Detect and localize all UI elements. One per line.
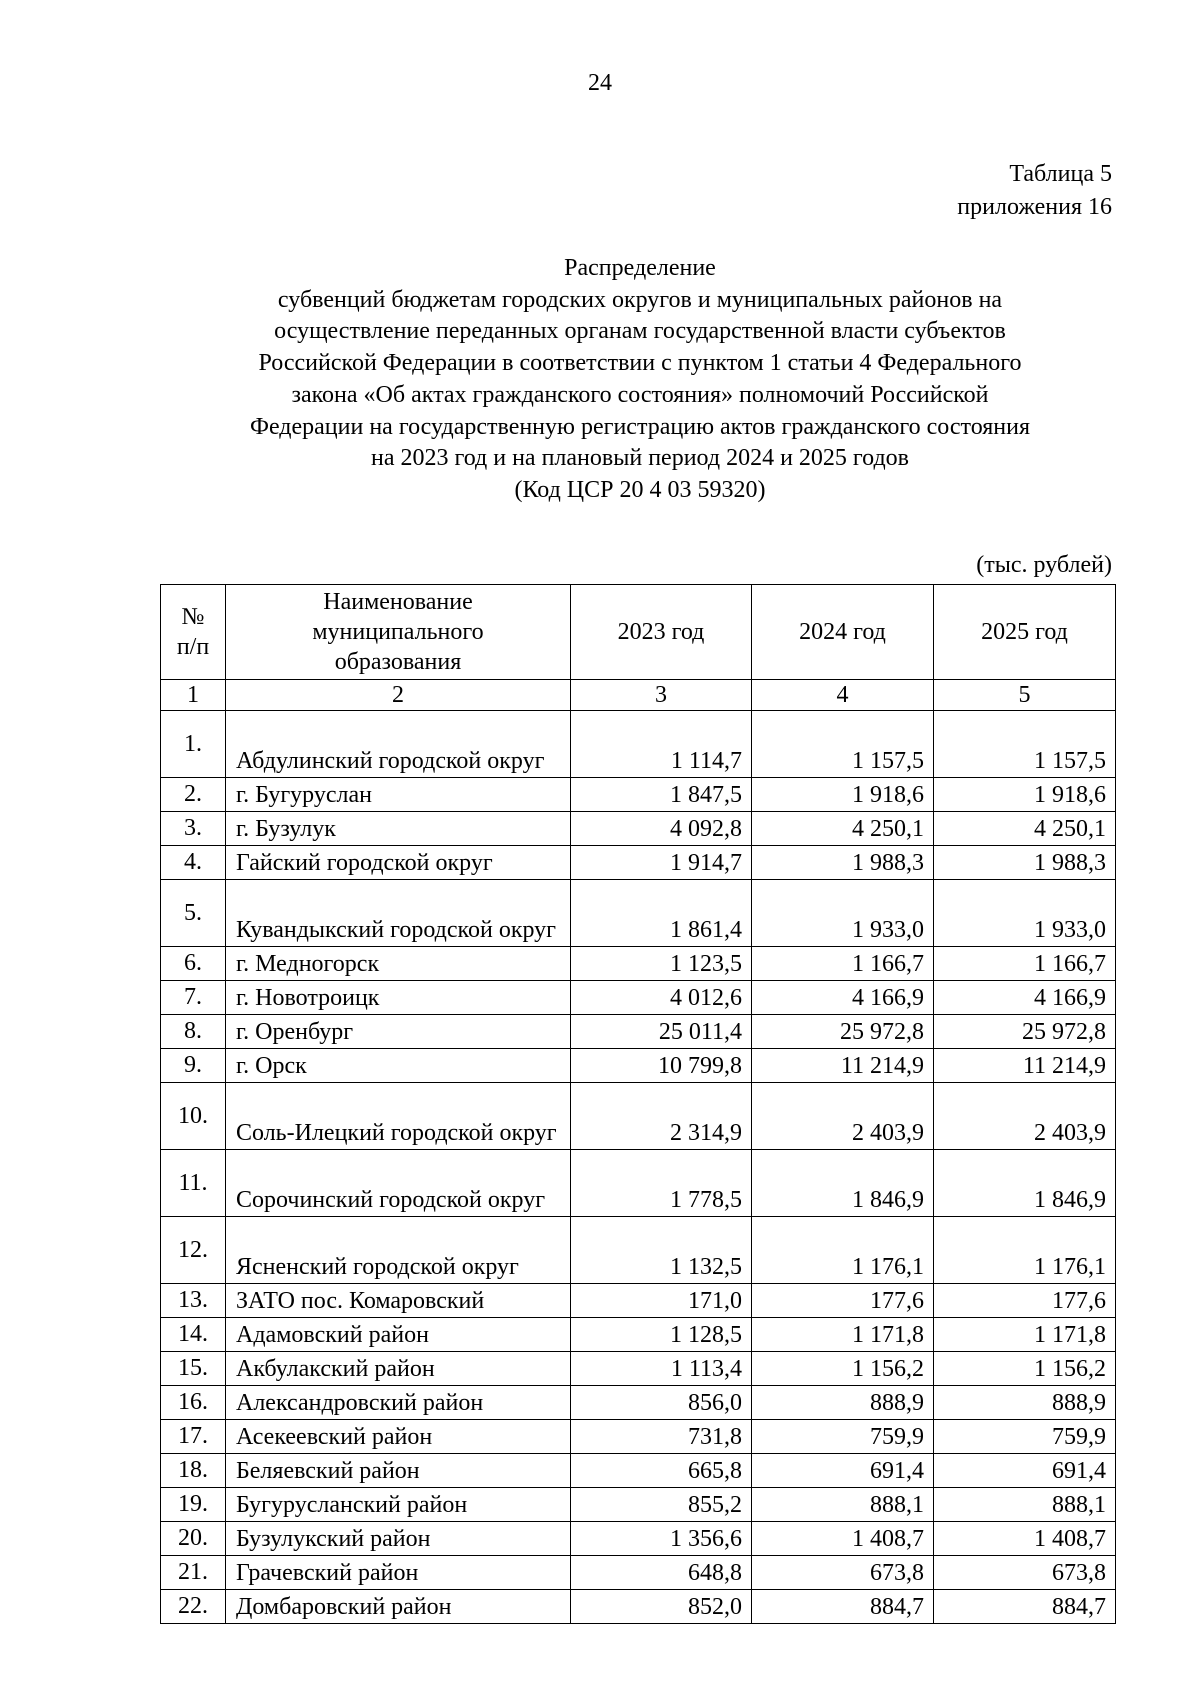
value-2023: 1 356,6 bbox=[571, 1522, 752, 1556]
value-2025: 1 171,8 bbox=[934, 1318, 1116, 1352]
value-2023: 855,2 bbox=[571, 1488, 752, 1522]
subvention-table bbox=[160, 584, 1116, 1624]
value-2025: 759,9 bbox=[934, 1420, 1116, 1454]
table-row bbox=[161, 1556, 1116, 1590]
table-ref-line2: приложения 16 bbox=[957, 194, 1112, 220]
value-2023: 4 012,6 bbox=[571, 981, 752, 1015]
value-2024: 4 250,1 bbox=[752, 812, 934, 846]
header-num-line1: № bbox=[181, 604, 205, 630]
row-number: 12. bbox=[161, 1217, 226, 1284]
header-2024: 2024 год bbox=[752, 585, 934, 680]
value-2024: 1 157,5 bbox=[752, 711, 934, 778]
title-line: субвенций бюджетам городских округов и муниципальных районов на bbox=[277, 286, 1003, 313]
value-2024: 2 403,9 bbox=[752, 1083, 934, 1150]
row-number: 11. bbox=[161, 1150, 226, 1217]
value-2025: 888,9 bbox=[934, 1386, 1116, 1420]
value-2023: 1 861,4 bbox=[571, 880, 752, 947]
header-num bbox=[161, 585, 226, 680]
value-2025: 1 918,6 bbox=[934, 778, 1116, 812]
value-2024: 888,9 bbox=[752, 1386, 934, 1420]
row-number: 14. bbox=[161, 1318, 226, 1352]
value-2023: 1 123,5 bbox=[571, 947, 752, 981]
row-number: 2. bbox=[161, 778, 226, 812]
title-line: закона «Об актах гражданского состояния» полномочий Российской bbox=[291, 381, 989, 408]
row-number: 22. bbox=[161, 1590, 226, 1624]
table-row bbox=[161, 1318, 1116, 1352]
municipality-name: Кувандыкский городской округ bbox=[226, 880, 571, 947]
value-2023: 1 113,4 bbox=[571, 1352, 752, 1386]
header-name bbox=[226, 585, 571, 680]
municipality-name: г. Медногорск bbox=[226, 947, 571, 981]
municipality-name: Асекеевский район bbox=[226, 1420, 571, 1454]
table-row bbox=[161, 1590, 1116, 1624]
table-row bbox=[161, 1217, 1116, 1284]
row-number: 15. bbox=[161, 1352, 226, 1386]
value-2023: 648,8 bbox=[571, 1556, 752, 1590]
column-number: 5 bbox=[934, 680, 1116, 711]
row-number: 8. bbox=[161, 1015, 226, 1049]
value-2025: 1 988,3 bbox=[934, 846, 1116, 880]
value-2025: 1 166,7 bbox=[934, 947, 1116, 981]
header-name-line2: муниципального bbox=[312, 619, 484, 645]
table-row bbox=[161, 846, 1116, 880]
units-label: (тыс. рублей) bbox=[976, 552, 1112, 578]
table-row bbox=[161, 1386, 1116, 1420]
header-row bbox=[161, 585, 1116, 680]
table-row bbox=[161, 1284, 1116, 1318]
municipality-name: ЗАТО пос. Комаровский bbox=[226, 1284, 571, 1318]
value-2023: 1 778,5 bbox=[571, 1150, 752, 1217]
value-2023: 1 914,7 bbox=[571, 846, 752, 880]
value-2024: 884,7 bbox=[752, 1590, 934, 1624]
municipality-name: Акбулакский район bbox=[226, 1352, 571, 1386]
title-line: Российской Федерации в соответствии с пунктом 1 статьи 4 Федерального bbox=[258, 350, 1022, 377]
column-number-row bbox=[161, 680, 1116, 711]
value-2024: 1 918,6 bbox=[752, 778, 934, 812]
table-row bbox=[161, 1420, 1116, 1454]
municipality-name: г. Орск bbox=[226, 1049, 571, 1083]
value-2024: 1 166,7 bbox=[752, 947, 934, 981]
table-row bbox=[161, 1352, 1116, 1386]
table-row bbox=[161, 1015, 1116, 1049]
row-number: 1. bbox=[161, 711, 226, 778]
municipality-name: г. Бузулук bbox=[226, 812, 571, 846]
value-2025: 1 176,1 bbox=[934, 1217, 1116, 1284]
table-row bbox=[161, 778, 1116, 812]
value-2025: 2 403,9 bbox=[934, 1083, 1116, 1150]
row-number: 19. bbox=[161, 1488, 226, 1522]
municipality-name: Бугурусланский район bbox=[226, 1488, 571, 1522]
table-row bbox=[161, 1150, 1116, 1217]
value-2023: 1 132,5 bbox=[571, 1217, 752, 1284]
municipality-name: Домбаровский район bbox=[226, 1590, 571, 1624]
value-2023: 171,0 bbox=[571, 1284, 752, 1318]
value-2024: 759,9 bbox=[752, 1420, 934, 1454]
row-number: 6. bbox=[161, 947, 226, 981]
municipality-name: г. Оренбург bbox=[226, 1015, 571, 1049]
value-2025: 888,1 bbox=[934, 1488, 1116, 1522]
column-number: 2 bbox=[226, 680, 571, 711]
row-number: 18. bbox=[161, 1454, 226, 1488]
row-number: 7. bbox=[161, 981, 226, 1015]
header-name-line1: Наименование bbox=[323, 589, 473, 615]
header-num-line2: п/п bbox=[176, 634, 210, 660]
municipality-name: Александровский район bbox=[226, 1386, 571, 1420]
value-2024: 1 988,3 bbox=[752, 846, 934, 880]
value-2025: 1 408,7 bbox=[934, 1522, 1116, 1556]
document-title bbox=[165, 253, 1115, 507]
value-2023: 1 847,5 bbox=[571, 778, 752, 812]
value-2025: 4 166,9 bbox=[934, 981, 1116, 1015]
value-2024: 888,1 bbox=[752, 1488, 934, 1522]
municipality-name: Ясненский городской округ bbox=[226, 1217, 571, 1284]
row-number: 5. bbox=[161, 880, 226, 947]
table-row bbox=[161, 981, 1116, 1015]
value-2023: 4 092,8 bbox=[571, 812, 752, 846]
value-2024: 673,8 bbox=[752, 1556, 934, 1590]
table-row bbox=[161, 1522, 1116, 1556]
municipality-name: Бузулукский район bbox=[226, 1522, 571, 1556]
title-line: Федерации на государственную регистрацию актов гражданского состояния bbox=[249, 413, 1031, 440]
table-row bbox=[161, 1049, 1116, 1083]
value-2025: 4 250,1 bbox=[934, 812, 1116, 846]
row-number: 4. bbox=[161, 846, 226, 880]
value-2024: 1 846,9 bbox=[752, 1150, 934, 1217]
title-heading: Распределение bbox=[564, 255, 716, 281]
table-row bbox=[161, 812, 1116, 846]
value-2025: 1 156,2 bbox=[934, 1352, 1116, 1386]
municipality-name: Грачевский район bbox=[226, 1556, 571, 1590]
municipality-name: г. Новотроицк bbox=[226, 981, 571, 1015]
table-reference bbox=[957, 158, 1112, 224]
row-number: 21. bbox=[161, 1556, 226, 1590]
header-name-line3: образования bbox=[334, 649, 462, 675]
row-number: 16. bbox=[161, 1386, 226, 1420]
value-2024: 691,4 bbox=[752, 1454, 934, 1488]
column-number: 4 bbox=[752, 680, 934, 711]
municipality-name: Гайский городской округ bbox=[226, 846, 571, 880]
value-2023: 852,0 bbox=[571, 1590, 752, 1624]
column-number: 1 bbox=[161, 680, 226, 711]
municipality-name: Беляевский район bbox=[226, 1454, 571, 1488]
row-number: 13. bbox=[161, 1284, 226, 1318]
value-2025: 11 214,9 bbox=[934, 1049, 1116, 1083]
value-2023: 1 128,5 bbox=[571, 1318, 752, 1352]
value-2023: 25 011,4 bbox=[571, 1015, 752, 1049]
value-2023: 10 799,8 bbox=[571, 1049, 752, 1083]
value-2024: 25 972,8 bbox=[752, 1015, 934, 1049]
value-2024: 4 166,9 bbox=[752, 981, 934, 1015]
table-row bbox=[161, 880, 1116, 947]
value-2023: 1 114,7 bbox=[571, 711, 752, 778]
value-2024: 1 156,2 bbox=[752, 1352, 934, 1386]
value-2025: 1 933,0 bbox=[934, 880, 1116, 947]
value-2025: 1 846,9 bbox=[934, 1150, 1116, 1217]
value-2025: 884,7 bbox=[934, 1590, 1116, 1624]
row-number: 9. bbox=[161, 1049, 226, 1083]
page-number: 24 bbox=[588, 70, 612, 96]
table-row bbox=[161, 947, 1116, 981]
value-2024: 1 408,7 bbox=[752, 1522, 934, 1556]
title-line: (Код ЦСР 20 4 03 59320) bbox=[514, 476, 766, 503]
value-2025: 691,4 bbox=[934, 1454, 1116, 1488]
value-2024: 1 176,1 bbox=[752, 1217, 934, 1284]
value-2023: 731,8 bbox=[571, 1420, 752, 1454]
municipality-name: Абдулинский городской округ bbox=[226, 711, 571, 778]
municipality-name: Сорочинский городской округ bbox=[226, 1150, 571, 1217]
value-2023: 2 314,9 bbox=[571, 1083, 752, 1150]
title-line: осуществление переданных органам государственной власти субъектов bbox=[274, 318, 1006, 345]
municipality-name: Адамовский район bbox=[226, 1318, 571, 1352]
row-number: 17. bbox=[161, 1420, 226, 1454]
row-number: 3. bbox=[161, 812, 226, 846]
value-2024: 177,6 bbox=[752, 1284, 934, 1318]
header-2023: 2023 год bbox=[571, 585, 752, 680]
header-2025: 2025 год bbox=[934, 585, 1116, 680]
value-2025: 1 157,5 bbox=[934, 711, 1116, 778]
value-2024: 1 171,8 bbox=[752, 1318, 934, 1352]
municipality-name: Соль-Илецкий городской округ bbox=[226, 1083, 571, 1150]
table-row bbox=[161, 1488, 1116, 1522]
value-2025: 673,8 bbox=[934, 1556, 1116, 1590]
row-number: 20. bbox=[161, 1522, 226, 1556]
row-number: 10. bbox=[161, 1083, 226, 1150]
municipality-name: г. Бугуруслан bbox=[226, 778, 571, 812]
table-row bbox=[161, 1083, 1116, 1150]
table-ref-line1: Таблица 5 bbox=[1009, 161, 1112, 187]
value-2025: 25 972,8 bbox=[934, 1015, 1116, 1049]
value-2025: 177,6 bbox=[934, 1284, 1116, 1318]
table-row bbox=[161, 1454, 1116, 1488]
column-number: 3 bbox=[571, 680, 752, 711]
value-2023: 856,0 bbox=[571, 1386, 752, 1420]
value-2024: 11 214,9 bbox=[752, 1049, 934, 1083]
value-2023: 665,8 bbox=[571, 1454, 752, 1488]
value-2024: 1 933,0 bbox=[752, 880, 934, 947]
table-row bbox=[161, 711, 1116, 778]
title-line: на 2023 год и на плановый период 2024 и 2025 годов bbox=[370, 445, 910, 472]
